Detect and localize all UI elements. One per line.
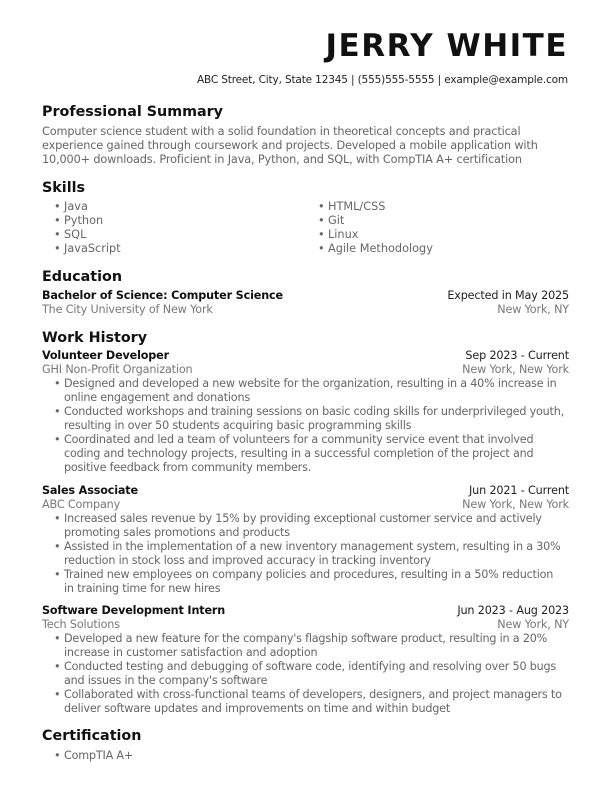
job-title: Software Development Intern (42, 604, 226, 617)
job-company: GHI Non-Profit Organization (42, 363, 193, 376)
job-title-row (42, 349, 569, 363)
skills-heading: Skills (42, 180, 86, 196)
job-dates: Jun 2021 - Current (469, 484, 569, 497)
job-title: Volunteer Developer (42, 349, 169, 362)
skills-list-left (64, 200, 121, 256)
skill-item: • SQL (64, 228, 121, 242)
education-school-row (42, 303, 569, 317)
job-bullet: • Coordinated and led a team of volunteers for a community service event that involved coding and technology projects, resulting in a successful completion of the project and positive feedback from community members. (64, 433, 564, 475)
skill-item: • Git (328, 214, 433, 228)
skill-item: • JavaScript (64, 242, 121, 256)
candidate-name: JERRY WHITE (325, 28, 568, 64)
skill-item: • Linux (328, 228, 433, 242)
job-dates: Jun 2023 - Aug 2023 (457, 604, 569, 617)
certification-item: • CompTIA A+ (64, 749, 564, 763)
summary-heading: Professional Summary (42, 104, 224, 120)
job-company-row (42, 498, 569, 512)
contact-line: ABC Street, City, State 12345 | (555)555-5555 | example@example.com (196, 74, 568, 86)
job-bullet: • Designed and developed a new website for the organization, resulting in a 40% increase in online engagement and donations (64, 377, 564, 405)
graduation-date: Expected in May 2025 (447, 289, 569, 302)
certification-heading: Certification (42, 728, 142, 744)
skill-item: • Agile Methodology (328, 242, 433, 256)
skill-item: • Python (64, 214, 121, 228)
job-bullet: • Conducted testing and debugging of software code, identifying and resolving over 50 bugs and issues in the company's software (64, 660, 564, 688)
job-location: New York, New York (462, 498, 569, 511)
job-location: New York, New York (462, 363, 569, 376)
work-heading: Work History (42, 330, 148, 346)
job-bullets (64, 377, 564, 475)
job-bullet: • Trained new employees on company policies and procedures, resulting in a 50% reduction in training time for new hires (64, 568, 564, 596)
job-bullets (64, 632, 564, 716)
education-row (42, 289, 569, 303)
school-location: New York, NY (497, 303, 569, 316)
skill-item: • HTML/CSS (328, 200, 433, 214)
job-bullet: • Assisted in the implementation of a new inventory management system, resulting in a 30% reduction in stock loss and improved accuracy in tracking inventory (64, 540, 564, 568)
job-company: Tech Solutions (42, 618, 120, 631)
job-company: ABC Company (42, 498, 121, 511)
school-name: The City University of New York (42, 303, 213, 316)
job-bullet: • Collaborated with cross-functional teams of developers, designers, and project managers to deliver software updates and improvements on time and within budget (64, 688, 564, 716)
job-bullet: • Increased sales revenue by 15% by providing exceptional customer service and actively promoting sales promotions and products (64, 512, 564, 540)
job-title: Sales Associate (42, 484, 138, 497)
degree: Bachelor of Science: Computer Science (42, 289, 283, 302)
education-heading: Education (42, 269, 123, 285)
job-bullet: • Conducted workshops and training sessions on basic coding skills for underprivileged youth, resulting in over 50 students acquiring basic programming skills (64, 405, 564, 433)
job-location: New York, NY (497, 618, 569, 631)
summary-text: Computer science student with a solid foundation in theoretical concepts and practical experience gained through coursework and projects. Developed a mobile application with 10,000+ downloads. Proficient in Java, Python, and SQL, with CompTIA A+ certification (42, 125, 538, 166)
job-company-row (42, 618, 569, 632)
job-title-row (42, 604, 569, 618)
skills-list-right (328, 200, 433, 256)
job-company-row (42, 363, 569, 377)
skill-item: • Java (64, 200, 121, 214)
job-bullet: • Developed a new feature for the company's flagship software product, resulting in a 20% increase in customer satisfaction and adoption (64, 632, 564, 660)
job-title-row (42, 484, 569, 498)
job-bullets (64, 512, 564, 596)
certification-list (64, 749, 564, 763)
job-dates: Sep 2023 - Current (465, 349, 569, 362)
